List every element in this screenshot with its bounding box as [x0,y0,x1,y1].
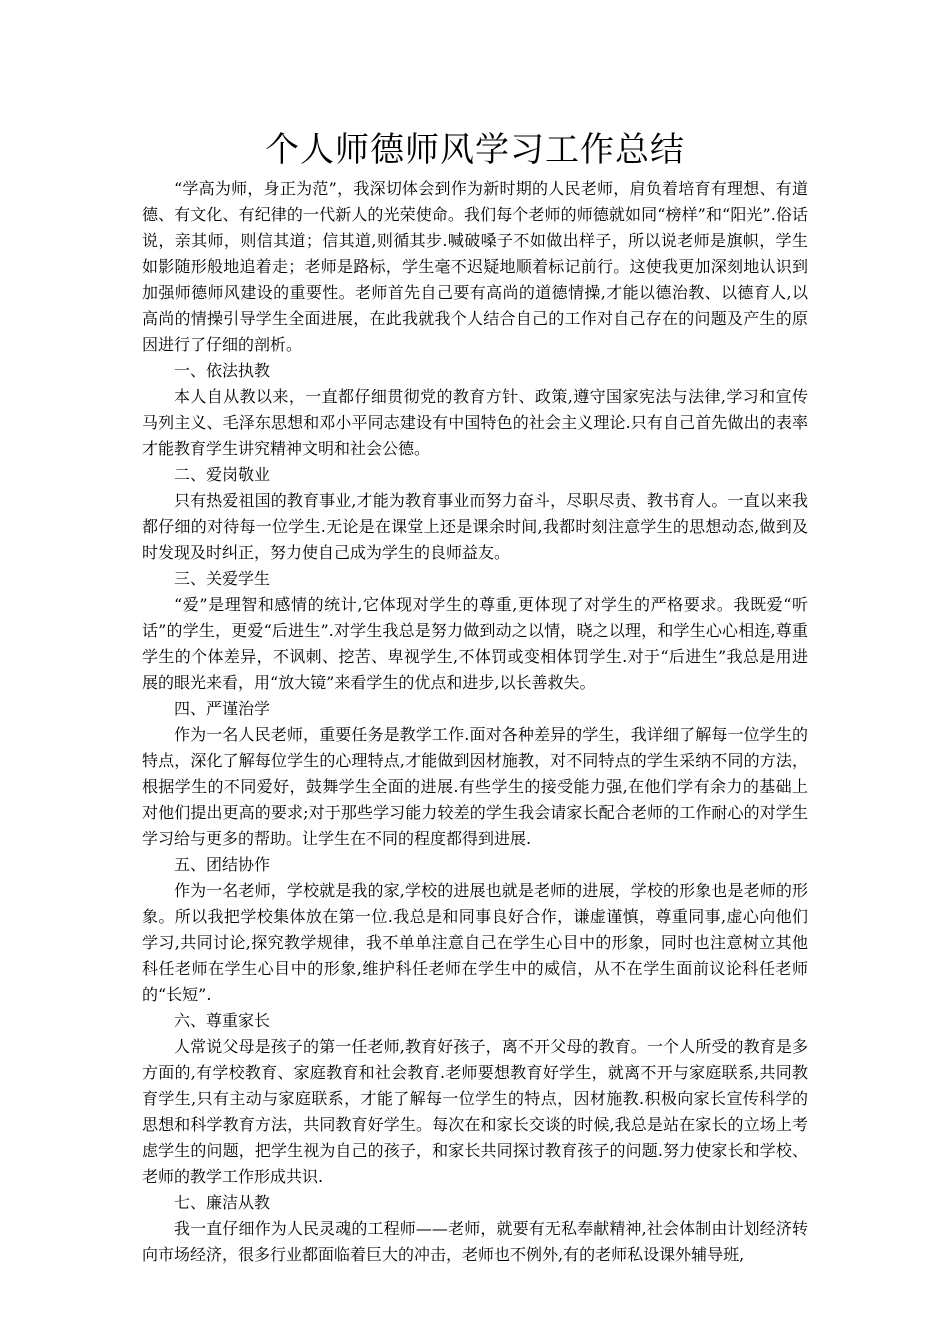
section-body-3: “爱”是理智和感情的统计,它体现对学生的尊重,更体现了对学生的严格要求。我既爱“听话”的学生，更爱“后进生”.对学生我总是努力做到动之以情，晓之以理，和学生心心相连,尊重学生的个体差异，不讽刺、挖苦、卑视学生,不体罚或变相体罚学生.对于“后进生”我总是用进展的眼光来看，用“放大镜”来看学生的优点和进步,以长善救失。 [142,595,808,692]
section-heading-5: 五、团结协作 [174,855,271,874]
section-body-6: 人常说父母是孩子的第一任老师,教育好孩子，离不开父母的教育。一个人所受的教育是多方面的,有学校教育、家庭教育和社会教育.老师要想教育好学生，就离不开与家庭联系,共同教育学生,只有主动与家庭联系，才能了解每一位学生的特点，因材施教.积极向家长宣传科学的思想和科学教育方法，共同教育好学生。每次在和家长交谈的时候,我总是站在家长的立场上考虑学生的问题，把学生视为自己的孩子，和家长共同探讨教育孩子的问题.努力使家长和学校、老师的教学工作形成共识. [142,1037,808,1186]
section-heading-3: 三、关爱学生 [174,569,271,588]
document-title: 个人师德师风学习工作总结 [265,130,685,170]
section-heading-4: 四、严谨治学 [174,699,271,718]
section-body-5: 作为一名老师，学校就是我的家,学校的进展也就是老师的进展，学校的形象也是老师的形象。所以我把学校集体放在第一位.我总是和同事良好合作，谦虚谨慎，尊重同事,虚心向他们学习,共同讨论,探究教学规律，我不单单注意自己在学生心目中的形象，同时也注意树立其他科任老师在学生心目中的形象,维护科任老师在学生中的威信，从不在学生面前议论科任老师的“长短”. [142,881,808,1004]
section-heading-2: 二、爱岗敬业 [174,465,271,484]
section-body-7: 我一直仔细作为人民灵魂的工程师——老师，就要有无私奉献精神,社会体制由计划经济转向市场经济，很多行业都面临着巨大的冲击，老师也不例外,有的老师私设课外辅导班, [142,1219,808,1264]
section-heading-7: 七、廉洁从教 [174,1193,271,1212]
section-heading-6: 六、尊重家长 [174,1011,271,1030]
document-page [142,128,808,1268]
section-body-1: 本人自从教以来，一直都仔细贯彻党的教育方针、政策,遵守国家宪法与法律,学习和宣传马列主义、毛泽东思想和邓小平同志建设有中国特色的社会主义理论.只有自己首先做出的表率才能教育学生讲究精神文明和社会公德。 [142,387,808,458]
section-body-4: 作为一名人民老师，重要任务是教学工作.面对各种差异的学生，我详细了解每一位学生的特点，深化了解每位学生的心理特点,才能做到因材施教，对不同特点的学生采纳不同的方法，根据学生的不同爱好，鼓舞学生全面的进展.有些学生的接受能力强,在他们学有余力的基础上对他们提出更高的要求;对于那些学习能力较差的学生我会请家长配合老师的工作耐心的对学生学习给与更多的帮助。让学生在不同的程度都得到进展. [142,725,808,848]
section-heading-1: 一、依法执教 [174,361,271,380]
intro-paragraph: “学高为师，身正为范”，我深切体会到作为新时期的人民老师，肩负着培育有理想、有道德、有文化、有纪律的一代新人的光荣使命。我们每个老师的师德就如同“榜样”和“阳光”.俗话说，亲其师，则信其道；信其道,则循其步.喊破嗓子不如做出样子，所以说老师是旗帜，学生如影随形般地追着走；老师是路标，学生毫不迟疑地顺着标记前行。这使我更加深刻地认识到加强师德师风建设的重要性。老师首先自己要有高尚的道德情操,才能以德治教、以德育人,以高尚的情操引导学生全面进展，在此我就我个人结合自己的工作对自己存在的问题及产生的原因进行了仔细的剖析。 [142,179,808,354]
section-body-2: 只有热爱祖国的教育事业,才能为教育事业而努力奋斗，尽职尽责、教书育人。一直以来我都仔细的对待每一位学生.无论是在课堂上还是课余时间,我都时刻注意学生的思想动态,做到及时发现及时纠正，努力使自己成为学生的良师益友。 [142,491,808,562]
